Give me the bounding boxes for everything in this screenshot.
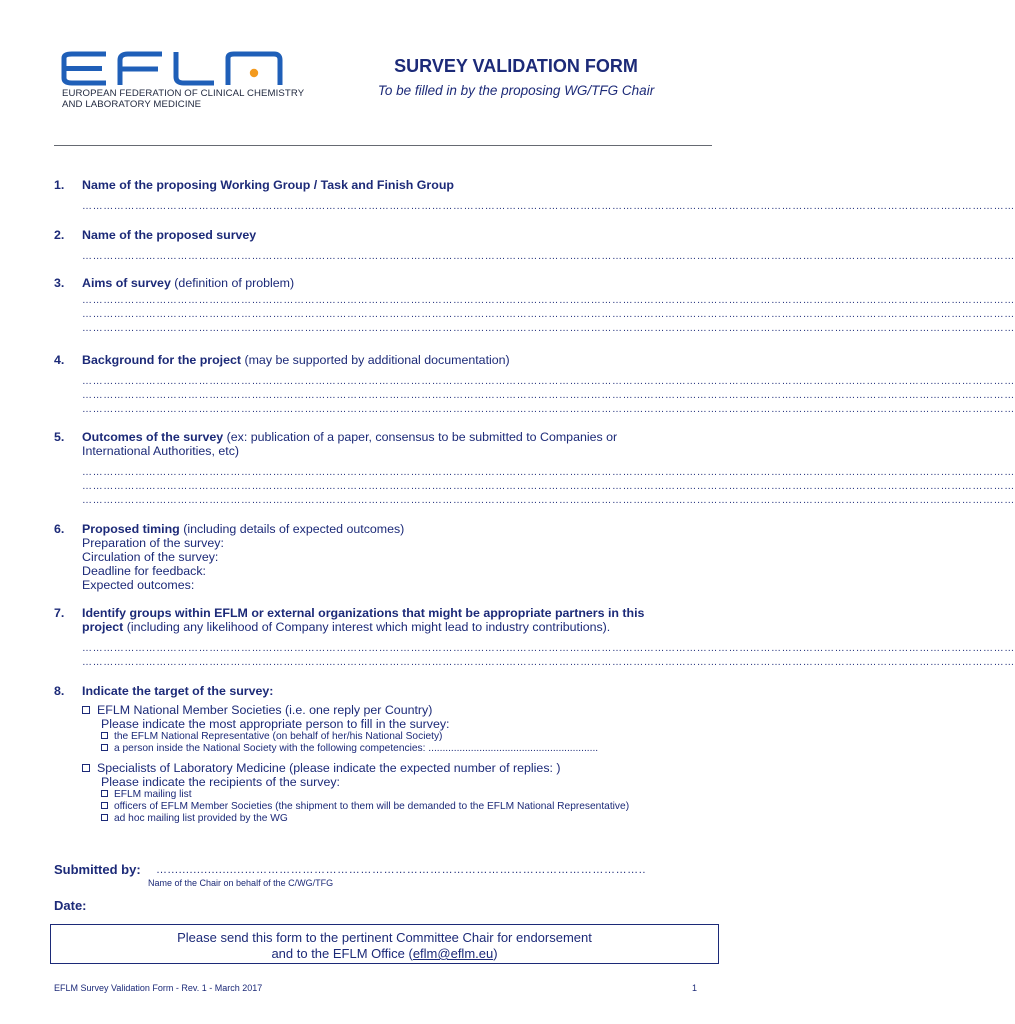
checkbox-mailing-list[interactable] (101, 790, 108, 797)
checkbox-national-representative[interactable] (101, 732, 108, 739)
section-number: 5. (54, 430, 65, 444)
section-number: 7. (54, 606, 65, 620)
date-label: Date: (54, 898, 87, 913)
answer-line[interactable]: ………………………………………………………………………………………………………………………………………………………………………………………………………………………………………… (82, 643, 1015, 654)
section-number: 4. (54, 353, 65, 367)
timing-deadline[interactable]: Deadline for feedback: (82, 564, 206, 578)
section-title: Name of the proposing Working Group / Task and Finish Group (82, 178, 454, 192)
section-number: 2. (54, 228, 65, 242)
answer-line[interactable]: ………………………………………………………………………………………………………………………………………………………………………………………………………………………………………… (82, 467, 1015, 478)
checkbox-national-societies[interactable] (82, 706, 90, 714)
submitted-by-label: Submitted by: (54, 862, 141, 877)
option-label: Specialists of Laboratory Medicine (please indicate the expected number of replies: ) (97, 761, 561, 775)
section-5 (54, 430, 1015, 508)
section-title: Name of the proposed survey (82, 228, 257, 242)
suboption-label: the EFLM National Representative (on behalf of her/his National Society) (114, 731, 443, 742)
page-number: 1 (692, 983, 698, 993)
checkbox-person-inside[interactable] (101, 744, 108, 751)
answer-line[interactable]: ………………………………………………………………………………………………………………………………………………………………………………………………………………………………………… (82, 201, 1015, 212)
logo-subtitle-line1: EUROPEAN FEDERATION OF CLINICAL CHEMISTRY (62, 88, 305, 99)
instructions-line2-prefix: and to the EFLM Office ( (271, 946, 413, 961)
suboption-label: EFLM mailing list (114, 789, 192, 800)
target-option-national-societies (82, 703, 714, 755)
suboption-officers (101, 801, 714, 813)
section-8 (54, 684, 714, 825)
suboption-national-representative (101, 731, 714, 743)
footer-doc-info: EFLM Survey Validation Form - Rev. 1 - March 2017 (54, 983, 263, 993)
section-number: 3. (54, 276, 65, 290)
section-title: Aims of survey (82, 276, 171, 290)
section-6 (54, 522, 714, 592)
target-option-specialists (82, 761, 714, 825)
answer-line[interactable]: ………………………………………………………………………………………………………………………………………………………………………………………………………………………………………… (82, 657, 1015, 668)
answer-line[interactable]: ………………………………………………………………………………………………………………………………………………………………………………………………………………………………………… (82, 376, 1015, 387)
eflm-wordmark (62, 52, 284, 86)
section-3 (54, 276, 1015, 336)
instructions-line2-suffix: ) (493, 946, 498, 961)
option-hint: Please indicate the most appropriate person to fill in the survey: (101, 717, 450, 731)
answer-line[interactable]: ………………………………………………………………………………………………………………………………………………………………………………………………………………………………………… (82, 495, 1015, 506)
submitted-by-caption: Name of the Chair on behalf of the C/WG/TFG (148, 878, 334, 888)
section-title: Identify groups within EFLM or external organizations that might be appropriate partners in this (82, 606, 645, 620)
suboption-mailing-list (101, 789, 714, 801)
section-note: (including any likelihood of Company interest which might lead to industry contributions). (126, 620, 611, 634)
answer-line[interactable]: ………………………………………………………………………………………………………………………………………………………………………………………………………………………………………… (82, 404, 1015, 415)
section-note: (including details of expected outcomes) (183, 522, 405, 536)
option-label: EFLM National Member Societies (i.e. one reply per Country) (97, 703, 433, 717)
answer-line[interactable]: ………………………………………………………………………………………………………………………………………………………………………………………………………………………………………… (82, 251, 1015, 262)
timing-outcomes[interactable]: Expected outcomes: (82, 578, 195, 592)
checkbox-adhoc-list[interactable] (101, 814, 108, 821)
answer-line[interactable]: ………………………………………………………………………………………………………………………………………………………………………………………………………………………………………… (82, 481, 1015, 492)
header-divider (54, 145, 712, 146)
logo-subtitle-line2: AND LABORATORY MEDICINE (62, 99, 202, 110)
suboption-label: a person inside the National Society with the following competencies: ............................................................ (114, 743, 599, 754)
suboption-label: officers of EFLM Member Societies (the shipment to them will be demanded to the EFLM National Representative) (114, 801, 630, 812)
logo-subtitle (62, 88, 312, 110)
timing-circulation[interactable]: Circulation of the survey: (82, 550, 219, 564)
answer-line[interactable]: ………………………………………………………………………………………………………………………………………………………………………………………………………………………………………… (82, 390, 1015, 401)
eflm-logo (62, 52, 312, 110)
section-number: 8. (54, 684, 65, 698)
section-4 (54, 353, 1015, 417)
send-instructions-box (50, 924, 719, 964)
section-number: 6. (54, 522, 65, 536)
section-title: Indicate the target of the survey: (82, 684, 274, 698)
answer-line[interactable]: ………………………………………………………………………………………………………………………………………………………………………………………………………………………………………… (82, 323, 1015, 334)
section-note: (definition of problem) (174, 276, 295, 290)
section-title: Outcomes of the survey (82, 430, 224, 444)
section-7 (54, 606, 1015, 670)
section-1 (54, 178, 1015, 214)
eflm-email-link[interactable]: eflm@eflm.eu (412, 946, 494, 961)
section-number: 1. (54, 178, 65, 192)
section-title: Proposed timing (82, 522, 180, 536)
form-title: SURVEY VALIDATION FORM (394, 56, 638, 76)
option-hint: Please indicate the recipients of the survey: (101, 775, 340, 789)
section-note: (ex: publication of a paper, consensus to be submitted to Companies or (226, 430, 618, 444)
answer-line[interactable]: ………………………………………………………………………………………………………………………………………………………………………………………………………………………………………… (82, 295, 1015, 306)
checkbox-specialists[interactable] (82, 764, 90, 772)
section-title: Background for the project (82, 353, 242, 367)
timing-preparation[interactable]: Preparation of the survey: (82, 536, 224, 550)
answer-line[interactable]: ………………………………………………………………………………………………………………………………………………………………………………………………………………………………………… (82, 309, 1015, 320)
suboption-person-inside (101, 743, 714, 755)
suboption-adhoc-list (101, 813, 714, 825)
instructions-line1: Please send this form to the pertinent Committee Chair for endorsement (177, 930, 592, 945)
checkbox-officers[interactable] (101, 802, 108, 809)
section-note: (may be supported by additional documentation) (244, 353, 510, 367)
submitted-by-field[interactable]: ….....................………………………………………………………………………………………….. (156, 864, 647, 876)
form-subtitle: To be filled in by the proposing WG/TFG Chair (377, 83, 655, 98)
suboption-label: ad hoc mailing list provided by the WG (114, 813, 288, 824)
section-note-cont: International Authorities, etc) (82, 444, 240, 458)
section-2 (54, 228, 1015, 264)
section-title-cont: project (82, 620, 124, 634)
